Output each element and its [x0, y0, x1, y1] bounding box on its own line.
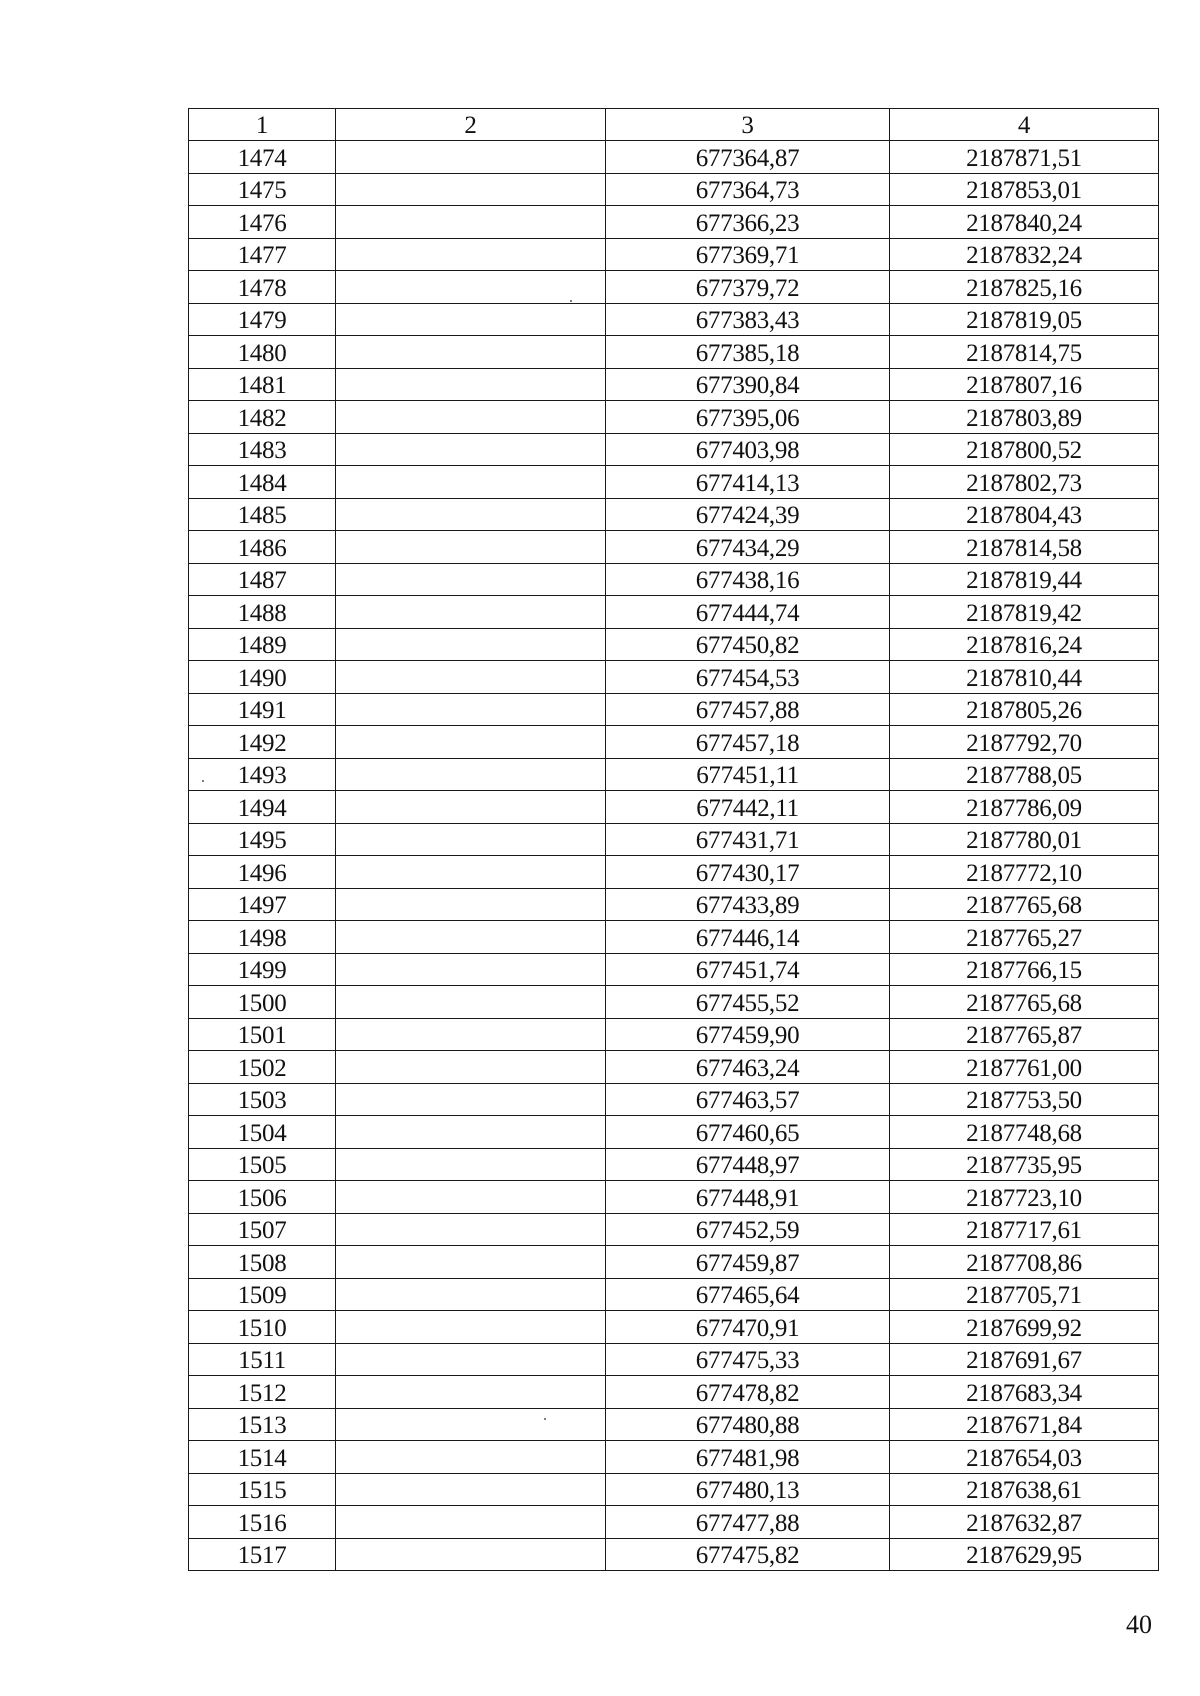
- table-row: [189, 1083, 1159, 1116]
- x-coordinate-cell: 677364,87: [606, 141, 890, 174]
- description-cell: [336, 563, 606, 596]
- y-coordinate-cell: 2187814,75: [890, 336, 1159, 369]
- point-number-cell: 1506: [189, 1181, 336, 1214]
- point-number-cell: 1494: [189, 791, 336, 824]
- x-coordinate-cell: 677480,88: [606, 1408, 890, 1441]
- point-number-cell: 1497: [189, 888, 336, 921]
- table-row: [189, 206, 1159, 239]
- table-row: [189, 628, 1159, 661]
- x-coordinate-cell: 677431,71: [606, 823, 890, 856]
- y-coordinate-cell: 2187803,89: [890, 401, 1159, 434]
- description-cell: [336, 303, 606, 336]
- x-coordinate-cell: 677451,11: [606, 758, 890, 791]
- description-cell: [336, 141, 606, 174]
- point-number-cell: 1476: [189, 206, 336, 239]
- description-cell: [336, 856, 606, 889]
- point-number-cell: 1482: [189, 401, 336, 434]
- table-header-row: [189, 109, 1159, 141]
- point-number-cell: 1485: [189, 498, 336, 531]
- description-cell: [336, 596, 606, 629]
- y-coordinate-cell: 2187814,58: [890, 531, 1159, 564]
- table-row: [189, 921, 1159, 954]
- y-coordinate-cell: 2187802,73: [890, 466, 1159, 499]
- point-number-cell: 1481: [189, 368, 336, 401]
- table-row: [189, 1376, 1159, 1409]
- y-coordinate-cell: 2187629,95: [890, 1538, 1159, 1571]
- scan-speck: [202, 780, 204, 782]
- x-coordinate-cell: 677475,82: [606, 1538, 890, 1571]
- table-row: [189, 1278, 1159, 1311]
- description-cell: [336, 1083, 606, 1116]
- point-number-cell: 1515: [189, 1473, 336, 1506]
- table-row: [189, 1051, 1159, 1084]
- y-coordinate-cell: 2187748,68: [890, 1116, 1159, 1149]
- table-row: [189, 856, 1159, 889]
- description-cell: [336, 1343, 606, 1376]
- y-coordinate-cell: 2187699,92: [890, 1311, 1159, 1344]
- column-header-1: 1: [189, 109, 336, 141]
- description-cell: [336, 336, 606, 369]
- point-number-cell: 1500: [189, 986, 336, 1019]
- x-coordinate-cell: 677451,74: [606, 953, 890, 986]
- table-row: [189, 336, 1159, 369]
- point-number-cell: 1513: [189, 1408, 336, 1441]
- point-number-cell: 1503: [189, 1083, 336, 1116]
- point-number-cell: 1488: [189, 596, 336, 629]
- description-cell: [336, 1538, 606, 1571]
- table-row: [189, 1441, 1159, 1474]
- y-coordinate-cell: 2187788,05: [890, 758, 1159, 791]
- column-header-2: 2: [336, 109, 606, 141]
- table-row: [189, 303, 1159, 336]
- x-coordinate-cell: 677460,65: [606, 1116, 890, 1149]
- description-cell: [336, 693, 606, 726]
- point-number-cell: 1516: [189, 1506, 336, 1539]
- table-row: [189, 563, 1159, 596]
- x-coordinate-cell: 677459,87: [606, 1246, 890, 1279]
- description-cell: [336, 1246, 606, 1279]
- x-coordinate-cell: 677434,29: [606, 531, 890, 564]
- y-coordinate-cell: 2187871,51: [890, 141, 1159, 174]
- table-row: [189, 466, 1159, 499]
- table-row: [189, 1343, 1159, 1376]
- y-coordinate-cell: 2187765,27: [890, 921, 1159, 954]
- table-row: [189, 693, 1159, 726]
- description-cell: [336, 1148, 606, 1181]
- y-coordinate-cell: 2187832,24: [890, 238, 1159, 271]
- description-cell: [336, 1376, 606, 1409]
- table-row: [189, 1506, 1159, 1539]
- y-coordinate-cell: 2187723,10: [890, 1181, 1159, 1214]
- description-cell: [336, 1408, 606, 1441]
- table-row: [189, 1148, 1159, 1181]
- description-cell: [336, 466, 606, 499]
- point-number-cell: 1487: [189, 563, 336, 596]
- x-coordinate-cell: 677450,82: [606, 628, 890, 661]
- table-row: [189, 401, 1159, 434]
- description-cell: [336, 238, 606, 271]
- x-coordinate-cell: 677385,18: [606, 336, 890, 369]
- y-coordinate-cell: 2187765,68: [890, 986, 1159, 1019]
- x-coordinate-cell: 677366,23: [606, 206, 890, 239]
- y-coordinate-cell: 2187819,05: [890, 303, 1159, 336]
- point-number-cell: 1512: [189, 1376, 336, 1409]
- description-cell: [336, 791, 606, 824]
- table-row: [189, 726, 1159, 759]
- x-coordinate-cell: 677448,97: [606, 1148, 890, 1181]
- x-coordinate-cell: 677463,24: [606, 1051, 890, 1084]
- y-coordinate-cell: 2187735,95: [890, 1148, 1159, 1181]
- point-number-cell: 1475: [189, 173, 336, 206]
- x-coordinate-cell: 677478,82: [606, 1376, 890, 1409]
- description-cell: [336, 1506, 606, 1539]
- point-number-cell: 1504: [189, 1116, 336, 1149]
- point-number-cell: 1510: [189, 1311, 336, 1344]
- coordinates-table: [188, 108, 1159, 1571]
- point-number-cell: 1474: [189, 141, 336, 174]
- x-coordinate-cell: 677379,72: [606, 271, 890, 304]
- table-row: [189, 661, 1159, 694]
- scan-speck: [570, 300, 572, 302]
- y-coordinate-cell: 2187671,84: [890, 1408, 1159, 1441]
- table-row: [189, 953, 1159, 986]
- description-cell: [336, 206, 606, 239]
- description-cell: [336, 433, 606, 466]
- description-cell: [336, 1051, 606, 1084]
- description-cell: [336, 661, 606, 694]
- description-cell: [336, 1213, 606, 1246]
- point-number-cell: 1491: [189, 693, 336, 726]
- description-cell: [336, 1441, 606, 1474]
- y-coordinate-cell: 2187840,24: [890, 206, 1159, 239]
- x-coordinate-cell: 677465,64: [606, 1278, 890, 1311]
- point-number-cell: 1498: [189, 921, 336, 954]
- point-number-cell: 1477: [189, 238, 336, 271]
- y-coordinate-cell: 2187753,50: [890, 1083, 1159, 1116]
- y-coordinate-cell: 2187654,03: [890, 1441, 1159, 1474]
- x-coordinate-cell: 677463,57: [606, 1083, 890, 1116]
- description-cell: [336, 921, 606, 954]
- point-number-cell: 1508: [189, 1246, 336, 1279]
- y-coordinate-cell: 2187638,61: [890, 1473, 1159, 1506]
- y-coordinate-cell: 2187800,52: [890, 433, 1159, 466]
- point-number-cell: 1502: [189, 1051, 336, 1084]
- x-coordinate-cell: 677369,71: [606, 238, 890, 271]
- x-coordinate-cell: 677470,91: [606, 1311, 890, 1344]
- description-cell: [336, 823, 606, 856]
- x-coordinate-cell: 677455,52: [606, 986, 890, 1019]
- point-number-cell: 1486: [189, 531, 336, 564]
- description-cell: [336, 1181, 606, 1214]
- description-cell: [336, 953, 606, 986]
- x-coordinate-cell: 677438,16: [606, 563, 890, 596]
- y-coordinate-cell: 2187810,44: [890, 661, 1159, 694]
- point-number-cell: 1501: [189, 1018, 336, 1051]
- x-coordinate-cell: 677457,88: [606, 693, 890, 726]
- column-header-4: 4: [890, 109, 1159, 141]
- x-coordinate-cell: 677446,14: [606, 921, 890, 954]
- y-coordinate-cell: 2187792,70: [890, 726, 1159, 759]
- x-coordinate-cell: 677430,17: [606, 856, 890, 889]
- point-number-cell: 1507: [189, 1213, 336, 1246]
- y-coordinate-cell: 2187804,43: [890, 498, 1159, 531]
- table-row: [189, 498, 1159, 531]
- y-coordinate-cell: 2187766,15: [890, 953, 1159, 986]
- description-cell: [336, 1311, 606, 1344]
- table-row: [189, 791, 1159, 824]
- point-number-cell: 1511: [189, 1343, 336, 1376]
- description-cell: [336, 498, 606, 531]
- description-cell: [336, 1278, 606, 1311]
- y-coordinate-cell: 2187807,16: [890, 368, 1159, 401]
- point-number-cell: 1478: [189, 271, 336, 304]
- table-row: [189, 1116, 1159, 1149]
- point-number-cell: 1492: [189, 726, 336, 759]
- description-cell: [336, 271, 606, 304]
- x-coordinate-cell: 677480,13: [606, 1473, 890, 1506]
- description-cell: [336, 531, 606, 564]
- table-row: [189, 1246, 1159, 1279]
- page-number: 40: [1126, 1610, 1152, 1639]
- table-row: [189, 1311, 1159, 1344]
- x-coordinate-cell: 677364,73: [606, 173, 890, 206]
- description-cell: [336, 1473, 606, 1506]
- description-cell: [336, 628, 606, 661]
- description-cell: [336, 368, 606, 401]
- y-coordinate-cell: 2187761,00: [890, 1051, 1159, 1084]
- table-row: [189, 596, 1159, 629]
- x-coordinate-cell: 677454,53: [606, 661, 890, 694]
- x-coordinate-cell: 677477,88: [606, 1506, 890, 1539]
- y-coordinate-cell: 2187805,26: [890, 693, 1159, 726]
- table-row: [189, 173, 1159, 206]
- y-coordinate-cell: 2187683,34: [890, 1376, 1159, 1409]
- point-number-cell: 1489: [189, 628, 336, 661]
- y-coordinate-cell: 2187853,01: [890, 173, 1159, 206]
- y-coordinate-cell: 2187632,87: [890, 1506, 1159, 1539]
- point-number-cell: 1505: [189, 1148, 336, 1181]
- x-coordinate-cell: 677457,18: [606, 726, 890, 759]
- x-coordinate-cell: 677444,74: [606, 596, 890, 629]
- point-number-cell: 1484: [189, 466, 336, 499]
- description-cell: [336, 726, 606, 759]
- x-coordinate-cell: 677448,91: [606, 1181, 890, 1214]
- table-row: [189, 986, 1159, 1019]
- x-coordinate-cell: 677414,13: [606, 466, 890, 499]
- column-header-3: 3: [606, 109, 890, 141]
- x-coordinate-cell: 677442,11: [606, 791, 890, 824]
- x-coordinate-cell: 677475,33: [606, 1343, 890, 1376]
- table-row: [189, 368, 1159, 401]
- scan-speck: [544, 1418, 546, 1420]
- table-body: [189, 141, 1159, 1571]
- table-row: [189, 1538, 1159, 1571]
- table-row: [189, 1408, 1159, 1441]
- point-number-cell: 1499: [189, 953, 336, 986]
- x-coordinate-cell: 677395,06: [606, 401, 890, 434]
- x-coordinate-cell: 677481,98: [606, 1441, 890, 1474]
- y-coordinate-cell: 2187691,67: [890, 1343, 1159, 1376]
- table-row: [189, 823, 1159, 856]
- y-coordinate-cell: 2187819,44: [890, 563, 1159, 596]
- table-row: [189, 888, 1159, 921]
- description-cell: [336, 173, 606, 206]
- y-coordinate-cell: 2187819,42: [890, 596, 1159, 629]
- table-row: [189, 271, 1159, 304]
- point-number-cell: 1493: [189, 758, 336, 791]
- y-coordinate-cell: 2187717,61: [890, 1213, 1159, 1246]
- x-coordinate-cell: 677433,89: [606, 888, 890, 921]
- table-row: [189, 1213, 1159, 1246]
- x-coordinate-cell: 677459,90: [606, 1018, 890, 1051]
- point-number-cell: 1496: [189, 856, 336, 889]
- y-coordinate-cell: 2187780,01: [890, 823, 1159, 856]
- point-number-cell: 1509: [189, 1278, 336, 1311]
- y-coordinate-cell: 2187708,86: [890, 1246, 1159, 1279]
- description-cell: [336, 986, 606, 1019]
- y-coordinate-cell: 2187705,71: [890, 1278, 1159, 1311]
- table-row: [189, 141, 1159, 174]
- point-number-cell: 1479: [189, 303, 336, 336]
- point-number-cell: 1514: [189, 1441, 336, 1474]
- description-cell: [336, 1018, 606, 1051]
- description-cell: [336, 758, 606, 791]
- y-coordinate-cell: 2187816,24: [890, 628, 1159, 661]
- y-coordinate-cell: 2187765,87: [890, 1018, 1159, 1051]
- table-row: [189, 1018, 1159, 1051]
- description-cell: [336, 888, 606, 921]
- y-coordinate-cell: 2187786,09: [890, 791, 1159, 824]
- table-row: [189, 433, 1159, 466]
- x-coordinate-cell: 677383,43: [606, 303, 890, 336]
- point-number-cell: 1517: [189, 1538, 336, 1571]
- description-cell: [336, 401, 606, 434]
- y-coordinate-cell: 2187765,68: [890, 888, 1159, 921]
- table-row: [189, 758, 1159, 791]
- y-coordinate-cell: 2187825,16: [890, 271, 1159, 304]
- point-number-cell: 1490: [189, 661, 336, 694]
- table-row: [189, 1181, 1159, 1214]
- description-cell: [336, 1116, 606, 1149]
- point-number-cell: 1480: [189, 336, 336, 369]
- y-coordinate-cell: 2187772,10: [890, 856, 1159, 889]
- x-coordinate-cell: 677403,98: [606, 433, 890, 466]
- table-row: [189, 238, 1159, 271]
- x-coordinate-cell: 677424,39: [606, 498, 890, 531]
- table-row: [189, 531, 1159, 564]
- x-coordinate-cell: 677390,84: [606, 368, 890, 401]
- table-row: [189, 1473, 1159, 1506]
- x-coordinate-cell: 677452,59: [606, 1213, 890, 1246]
- point-number-cell: 1483: [189, 433, 336, 466]
- point-number-cell: 1495: [189, 823, 336, 856]
